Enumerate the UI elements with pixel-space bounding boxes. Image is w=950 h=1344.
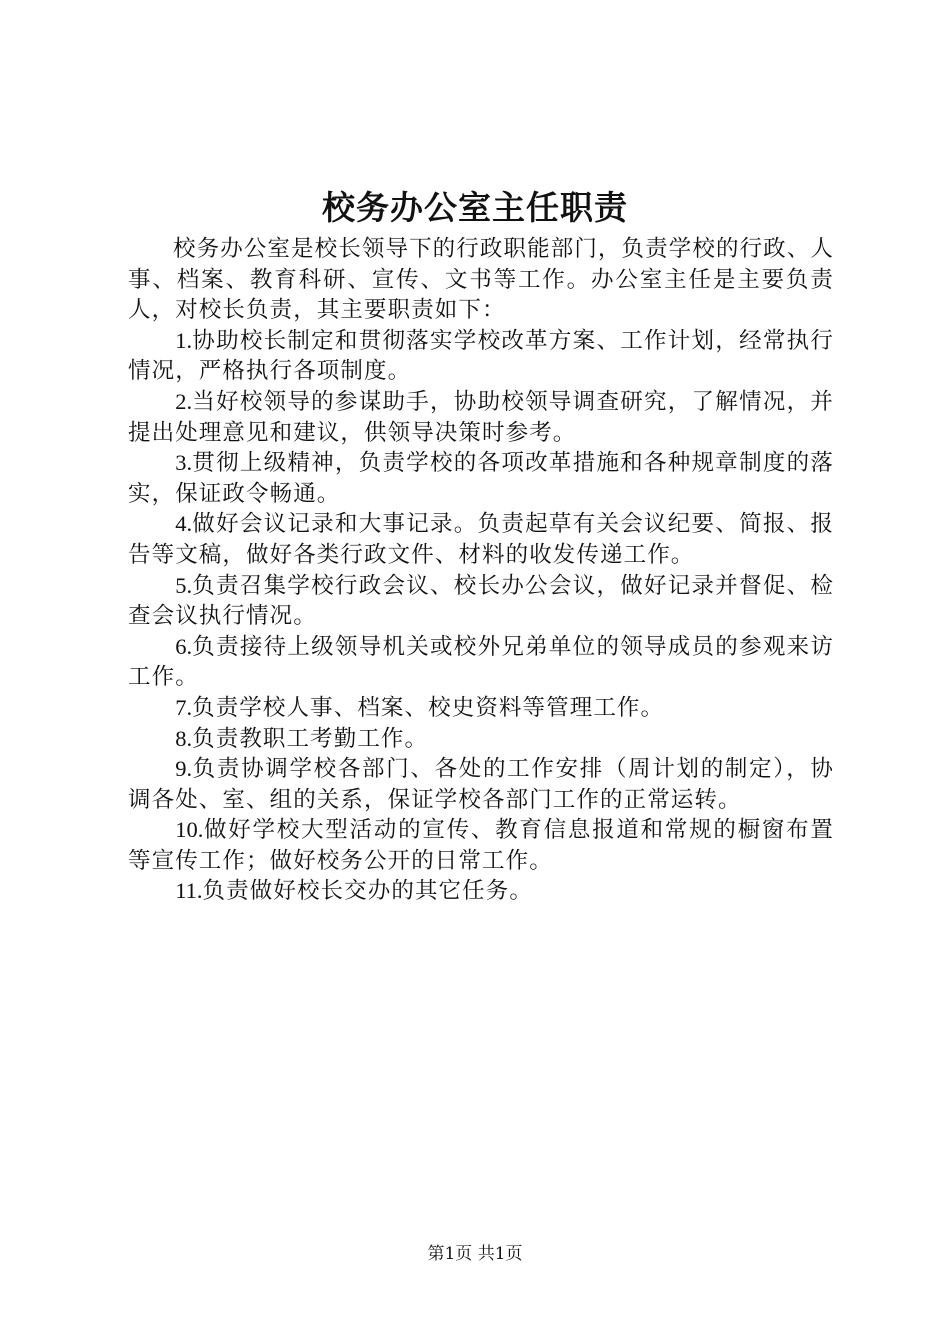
duty-text: 做好会议记录和大事记录。负责起草有关会议纪要、简报、报告等文稿，做好各类行政文件、材料的收发传递工作。 xyxy=(128,511,834,568)
document-body xyxy=(128,234,834,907)
duty-item-2 xyxy=(128,387,834,448)
duty-text: 负责召集学校行政会议、校长办公会议，做好记录并督促、检查会议执行情况。 xyxy=(128,572,834,630)
page-number-footer: 第1页 共1页 xyxy=(427,1244,523,1264)
duty-text: 贯彻上级精神，负责学校的各项改革措施和各种规章制度的落实，保证政令畅通。 xyxy=(128,450,834,507)
duty-number: 8. xyxy=(175,725,193,751)
duty-number: 10. xyxy=(175,817,204,843)
duty-number: 7. xyxy=(175,694,193,720)
duty-number: 1. xyxy=(175,327,193,353)
duty-number: 5. xyxy=(175,572,193,598)
duty-item-10 xyxy=(128,815,834,876)
duty-text: 做好学校大型活动的宣传、教育信息报道和常规的橱窗布置等宣传工作；做好校务公开的日常工作。 xyxy=(128,817,834,874)
duty-number: 2. xyxy=(175,388,193,414)
duty-number: 9. xyxy=(175,756,193,782)
duty-text: 负责接待上级领导机关或校外兄弟单位的领导成员的参观来访工作。 xyxy=(128,633,834,691)
duty-item-11 xyxy=(128,876,834,907)
duty-text: 负责学校人事、档案、校史资料等管理工作。 xyxy=(192,694,665,721)
duty-text: 负责协调学校各部门、各处的工作安排（周计划的制定），协调各处、室、组的关系，保证学校各部门工作的正常运转。 xyxy=(128,756,834,813)
duty-text: 当好校领导的参谋助手，协助校领导调查研究，了解情况，并提出处理意见和建议，供领导决策时参考。 xyxy=(128,388,834,446)
duty-item-8 xyxy=(128,724,834,755)
duty-item-1 xyxy=(128,326,834,387)
document-title: 校务办公室主任职责 xyxy=(322,188,628,227)
duty-item-4 xyxy=(128,509,834,570)
duty-text: 协助校长制定和贯彻落实学校改革方案、工作计划，经常执行情况，严格执行各项制度。 xyxy=(128,327,834,385)
duty-number: 6. xyxy=(175,633,193,659)
duty-number: 11. xyxy=(175,878,203,904)
duty-text: 负责做好校长交办的其它任务。 xyxy=(202,878,533,905)
duty-number: 3. xyxy=(175,450,193,476)
duty-text: 负责教职工考勤工作。 xyxy=(192,725,429,752)
duty-item-5 xyxy=(128,571,834,632)
duty-item-3 xyxy=(128,448,834,509)
duty-item-9 xyxy=(128,754,834,815)
duty-number: 4. xyxy=(175,511,193,537)
duty-item-6 xyxy=(128,632,834,693)
duty-item-7 xyxy=(128,693,834,724)
intro-paragraph: 校务办公室是校长领导下的行政职能部门，负责学校的行政、人事、档案、教育科研、宣传、文书等工作。办公室主任是主要负责人，对校长负责，其主要职责如下： xyxy=(128,236,834,324)
